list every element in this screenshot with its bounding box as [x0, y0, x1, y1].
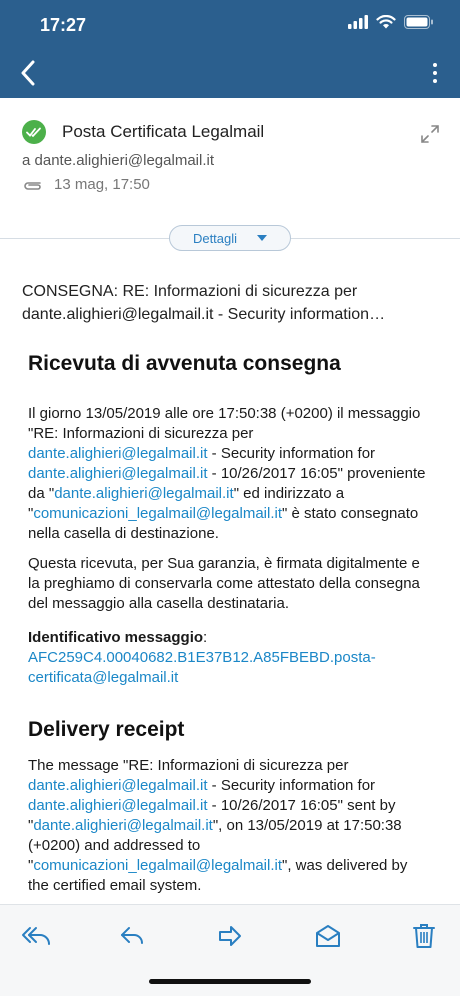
text: " è stato consegnato nella casella di destinazione. [28, 505, 419, 542]
double-check-icon [26, 126, 42, 138]
italian-title: Ricevuta di avvenuta consegna [28, 352, 341, 375]
dot [433, 79, 437, 83]
text: " ed indirizzato a " [28, 485, 345, 522]
paperclip-icon [22, 179, 44, 191]
back-button[interactable] [12, 56, 44, 90]
reply-all-icon [21, 924, 51, 948]
text: - 10/26/2017 16:05" proveniente da " [28, 465, 426, 502]
wifi-icon [376, 15, 396, 29]
text: ", was delivered by the certified email system. [28, 857, 408, 894]
subject-line-2: dante.alighieri@legalmail.it - Security information… [22, 306, 386, 323]
forward-button[interactable] [215, 921, 245, 951]
reply-button[interactable] [117, 921, 147, 951]
text: - Security information for [207, 445, 376, 462]
status-bar [0, 0, 460, 48]
email-link[interactable]: comunicazioni_legalmail@legalmail.it [33, 505, 282, 522]
italian-paragraph-2: Questa ricevuta, per Sua garanzia, è firmata digitalmente e la preghiamo di conservarla come attestato della consegna del messaggio alla casella destinataria. [28, 555, 420, 612]
message-id-link-2[interactable]: certificata@legalmail.it [28, 669, 179, 686]
date-row [22, 176, 438, 193]
email-link[interactable]: dante.alighieri@legalmail.it [54, 485, 234, 502]
status-icons [348, 15, 434, 29]
recipient[interactable]: a dante.alighieri@legalmail.it [22, 152, 214, 169]
email-link[interactable]: dante.alighieri@legalmail.it [28, 797, 208, 814]
forward-icon [217, 924, 243, 948]
email-link[interactable]: dante.alighieri@legalmail.it [28, 445, 208, 462]
chevron-left-icon [20, 60, 36, 86]
english-title: Delivery receipt [28, 718, 185, 741]
reply-all-button[interactable] [21, 921, 51, 951]
text: - Security information for [207, 777, 376, 794]
english-paragraph-1 [28, 756, 432, 896]
battery-icon [404, 15, 434, 29]
home-indicator[interactable] [149, 979, 311, 984]
text: Il giorno 13/05/2019 alle ore 17:50:38 (+0200) il messaggio "RE: Informazioni di sicurezza per [28, 405, 421, 442]
envelope-icon [315, 924, 341, 948]
italian-paragraph-1 [28, 404, 432, 544]
navigation-bar [0, 48, 460, 98]
subject-line-1: CONSEGNA: RE: Informazioni di sicurezza per [22, 283, 358, 300]
caret-down-icon [257, 235, 267, 241]
email-link[interactable]: dante.alighieri@legalmail.it [28, 777, 208, 794]
email-link[interactable]: dante.alighieri@legalmail.it [33, 817, 213, 834]
mark-unread-button[interactable] [313, 921, 343, 951]
details-button[interactable] [169, 225, 291, 251]
message-header [0, 98, 460, 224]
message-id-link-1[interactable]: AFC259C4.00040682.B1E37B12.A85FBEBD.posta- [28, 649, 376, 666]
message-date: 13 mag, 17:50 [54, 176, 150, 193]
top-bar [0, 0, 460, 98]
email-link[interactable]: dante.alighieri@legalmail.it [28, 465, 208, 482]
more-options-button[interactable] [430, 58, 440, 88]
message-body [0, 352, 460, 896]
status-time: 17:27 [40, 15, 87, 35]
message-id-block [28, 628, 432, 688]
message-id-label: Identificativo messaggio [28, 629, 204, 646]
details-label: Dettagli [192, 230, 238, 246]
colon: : [203, 629, 208, 646]
sender-name[interactable]: Posta Certificata Legalmail [62, 122, 265, 141]
text: - 10/26/2017 16:05" sent by " [28, 797, 396, 834]
text: The message "RE: Informazioni di sicurezza per [28, 757, 349, 774]
signal-icon [348, 15, 368, 29]
details-row [0, 224, 460, 254]
message-subject [0, 280, 460, 336]
verified-check-icon [22, 120, 46, 144]
text: ", on 13/05/2019 at 17:50:38 (+0200) and addressed to " [28, 817, 402, 874]
expand-icon[interactable] [420, 124, 440, 144]
trash-icon [413, 923, 435, 949]
delete-button[interactable] [409, 921, 439, 951]
reply-icon [119, 924, 145, 948]
dot [433, 71, 437, 75]
vertical-dots-icon [433, 63, 437, 67]
email-link[interactable]: comunicazioni_legalmail@legalmail.it [33, 857, 282, 874]
sender-row [22, 120, 438, 144]
